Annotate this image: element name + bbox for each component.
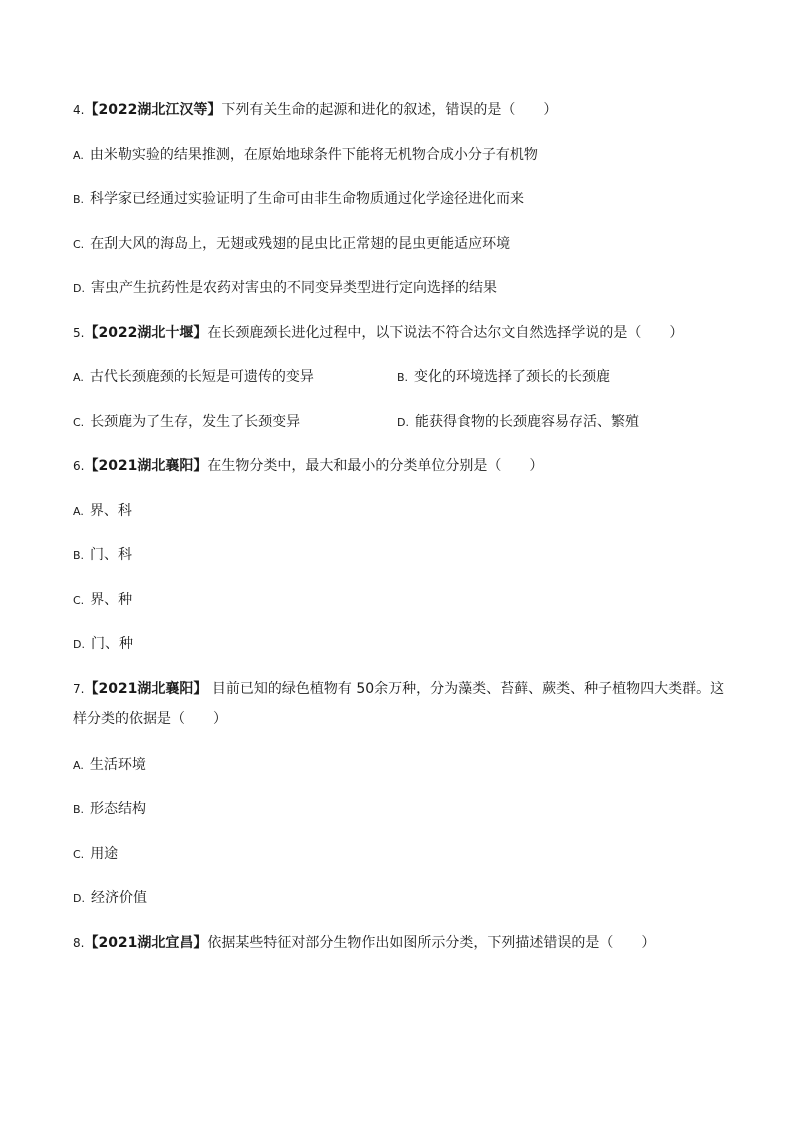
question-5-option-b: [397, 367, 610, 388]
option-text: 由米勒实验的结果推测，在原始地球条件下能将无机物合成小分子有机物: [89, 147, 538, 163]
option-text: 门、种: [90, 636, 133, 652]
question-5-option-c: [73, 412, 300, 433]
option-label: B.: [73, 549, 85, 562]
question-4-option-a: [73, 145, 538, 166]
question-6-option-b: [73, 545, 132, 566]
question-5-option-d: [397, 412, 639, 433]
question-4-option-c: [73, 234, 510, 255]
question-source: 【2021湖北襄阳】: [84, 458, 208, 474]
question-number: 6.: [73, 459, 85, 473]
question-number: 8.: [73, 936, 85, 950]
option-text: 界、科: [89, 503, 132, 519]
question-source: 【2021湖北宜昌】: [84, 935, 208, 951]
option-label: C.: [73, 238, 85, 251]
option-label: C.: [73, 416, 85, 429]
question-6-option-a: [73, 501, 132, 522]
option-text: 形态结构: [90, 801, 147, 817]
option-text: 能获得食物的长颈鹿容易存活、繁殖: [414, 414, 639, 430]
question-text: 依据某些特征对部分生物作出如图所示分类，下列描述错误的是（ ）: [207, 935, 656, 951]
option-label: A.: [73, 371, 84, 384]
question-4-option-d: [73, 278, 497, 299]
option-label: A.: [73, 505, 84, 518]
option-text: 生活环境: [89, 757, 146, 773]
question-source: 【2022湖北江汉等】: [84, 102, 222, 118]
question-source: 【2022湖北十堰】: [84, 325, 208, 341]
option-text: 长颈鹿为了生存，发生了长颈变异: [90, 414, 301, 430]
question-number: 5.: [73, 326, 85, 340]
question-7-stem-line1: [73, 679, 724, 699]
option-label: B.: [73, 193, 85, 206]
option-label: A.: [73, 149, 84, 162]
option-label: B.: [73, 803, 85, 816]
question-text: 样分类的依据是（ ）: [73, 711, 227, 727]
question-4-option-b: [73, 189, 524, 210]
question-7-stem-line2: [73, 709, 227, 729]
option-text: 害虫产生抗药性是农药对害虫的不同变异类型进行定向选择的结果: [90, 280, 497, 296]
option-label: C.: [73, 848, 85, 861]
question-text: 在生物分类中，最大和最小的分类单位分别是（ ）: [207, 458, 544, 474]
option-text: 科学家已经通过实验证明了生命可由非生命物质通过化学途径进化而来: [90, 191, 525, 207]
option-text: 用途: [90, 846, 119, 862]
option-label: B.: [397, 371, 409, 384]
question-8-stem: [73, 933, 655, 953]
option-text: 变化的环境选择了颈长的长颈鹿: [414, 369, 611, 385]
question-7-option-c: [73, 844, 118, 865]
option-label: D.: [397, 416, 409, 429]
question-5-option-a: [73, 367, 314, 388]
question-7-option-a: [73, 755, 146, 776]
question-6-option-d: [73, 634, 133, 655]
question-7-option-d: [73, 888, 147, 909]
question-text: 目前已知的绿色植物有 50余万种，分为藻类、苔藓、蕨类、种子植物四大类群。这: [207, 681, 725, 697]
question-source: 【2021湖北襄阳】: [84, 681, 208, 697]
question-6-option-c: [73, 590, 132, 611]
question-5-stem: [73, 323, 683, 343]
option-text: 门、科: [90, 547, 133, 563]
option-text: 古代长颈鹿颈的长短是可遗传的变异: [89, 369, 314, 385]
question-6-stem: [73, 456, 543, 476]
question-7-option-b: [73, 799, 146, 820]
question-text: 下列有关生命的起源和进化的叙述，错误的是（ ）: [221, 102, 558, 118]
option-text: 界、种: [90, 592, 133, 608]
question-number: 7.: [73, 682, 85, 696]
option-text: 经济价值: [90, 890, 147, 906]
option-label: D.: [73, 638, 85, 651]
option-text: 在刮大风的海岛上，无翅或残翅的昆虫比正常翅的昆虫更能适应环境: [90, 236, 511, 252]
question-number: 4.: [73, 103, 85, 117]
question-text: 在长颈鹿颈长进化过程中，以下说法不符合达尔文自然选择学说的是（ ）: [207, 325, 684, 341]
option-label: C.: [73, 594, 85, 607]
option-label: D.: [73, 892, 85, 905]
question-4-stem: [73, 100, 557, 120]
option-label: D.: [73, 282, 85, 295]
option-label: A.: [73, 759, 84, 772]
